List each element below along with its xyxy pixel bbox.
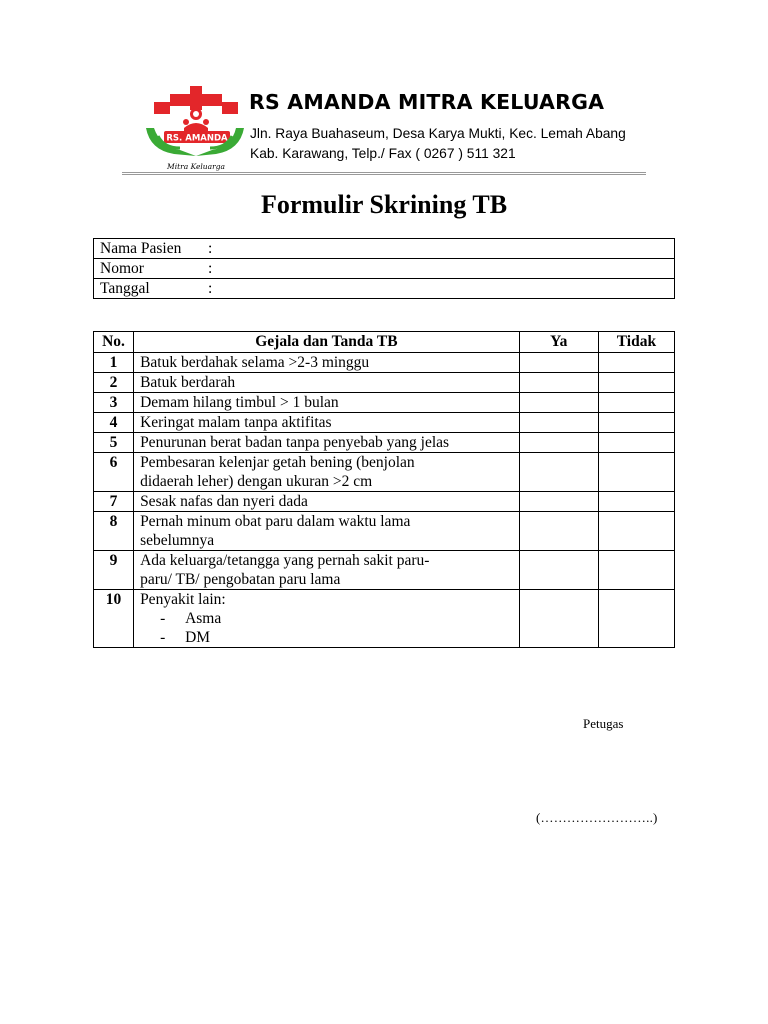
date-separator: : xyxy=(208,279,213,297)
no-checkbox-cell[interactable] xyxy=(598,433,674,453)
symptom-text-line2: paru/ TB/ pengobatan paru lama xyxy=(140,571,341,588)
no-checkbox-cell[interactable] xyxy=(598,512,674,551)
symptom-text-line2: didaerah leher) dengan ukuran >2 cm xyxy=(140,473,373,490)
no-checkbox-cell[interactable] xyxy=(598,492,674,512)
yes-checkbox-cell[interactable] xyxy=(519,453,598,492)
yes-checkbox-cell[interactable] xyxy=(519,492,598,512)
symptom-text-line1: Penyakit lain: xyxy=(140,591,226,608)
symptom-text xyxy=(134,512,520,551)
row-number: 7 xyxy=(94,492,134,512)
table-row xyxy=(94,551,675,590)
header-yes: Ya xyxy=(519,332,598,353)
no-checkbox-cell[interactable] xyxy=(598,413,674,433)
no-checkbox-cell[interactable] xyxy=(598,373,674,393)
hospital-name: RS AMANDA MITRA KELUARGA xyxy=(249,90,605,114)
letterhead xyxy=(122,84,646,176)
row-number: 10 xyxy=(94,590,134,648)
patient-name-field[interactable] xyxy=(94,239,675,259)
symptom-text: Keringat malam tanpa aktifitas xyxy=(134,413,520,433)
yes-checkbox-cell[interactable] xyxy=(519,590,598,648)
yes-checkbox-cell[interactable] xyxy=(519,512,598,551)
hospital-address-line1: Jln. Raya Buahaseum, Desa Karya Mukti, Kec. Lemah Abang xyxy=(250,126,626,141)
patient-name-separator: : xyxy=(208,239,213,257)
yes-checkbox-cell[interactable] xyxy=(519,393,598,413)
table-row xyxy=(94,492,675,512)
row-number: 6 xyxy=(94,453,134,492)
table-row xyxy=(94,512,675,551)
table-row xyxy=(94,353,675,373)
symptom-text-line2: sebelumnya xyxy=(140,532,215,549)
no-checkbox-cell[interactable] xyxy=(598,551,674,590)
symptom-text-line1: Ada keluarga/tetangga yang pernah sakit paru- xyxy=(140,552,430,569)
header-no-answer: Tidak xyxy=(598,332,674,353)
header-no: No. xyxy=(94,332,134,353)
patient-name-label: Nama Pasien xyxy=(100,239,182,257)
subitem-asma xyxy=(140,609,519,628)
symptom-table xyxy=(93,331,675,648)
yes-checkbox-cell[interactable] xyxy=(519,413,598,433)
row-number: 1 xyxy=(94,353,134,373)
yes-checkbox-cell[interactable] xyxy=(519,353,598,373)
table-row xyxy=(94,453,675,492)
row-number: 5 xyxy=(94,433,134,453)
table-row xyxy=(94,393,675,413)
header-symptom: Gejala dan Tanda TB xyxy=(134,332,520,353)
no-checkbox-cell[interactable] xyxy=(598,453,674,492)
symptom-text: Batuk berdarah xyxy=(134,373,520,393)
hospital-address-line2: Kab. Karawang, Telp./ Fax ( 0267 ) 511 321 xyxy=(250,146,516,161)
symptom-text: Batuk berdahak selama >2-3 minggu xyxy=(134,353,520,373)
officer-label: Petugas xyxy=(583,716,624,731)
row-number: 8 xyxy=(94,512,134,551)
date-field[interactable] xyxy=(94,279,675,299)
patient-number-row xyxy=(94,259,675,279)
date-label: Tanggal xyxy=(100,279,150,297)
no-checkbox-cell[interactable] xyxy=(598,353,674,373)
no-checkbox-cell[interactable] xyxy=(598,590,674,648)
symptom-text xyxy=(134,590,520,648)
subitem-dm xyxy=(140,628,519,647)
logo-text: RS. AMANDA xyxy=(166,133,228,144)
row-number: 3 xyxy=(94,393,134,413)
patient-name-row xyxy=(94,239,675,259)
yes-checkbox-cell[interactable] xyxy=(519,551,598,590)
form-title: Formulir Skrining TB xyxy=(260,190,508,219)
officer-signature-line[interactable]: (……………………..) xyxy=(536,810,658,825)
date-row xyxy=(94,279,675,299)
patient-number-field[interactable] xyxy=(94,259,675,279)
hospital-logo-icon xyxy=(140,84,250,176)
row-number: 4 xyxy=(94,413,134,433)
logo-subtext: Mitra Keluarga xyxy=(167,162,225,171)
row-number: 9 xyxy=(94,551,134,590)
patient-number-label: Nomor xyxy=(100,259,144,277)
subitem-dash: - xyxy=(160,629,166,646)
no-checkbox-cell[interactable] xyxy=(598,393,674,413)
symptom-text-line1: Pernah minum obat paru dalam waktu lama xyxy=(140,513,411,530)
subitem-dash: - xyxy=(160,610,166,627)
hospital-logo xyxy=(140,84,250,176)
table-header-row xyxy=(94,332,675,353)
subitem-label: Asma xyxy=(185,610,222,627)
table-row xyxy=(94,433,675,453)
patient-number-separator: : xyxy=(208,259,213,277)
table-row xyxy=(94,590,675,648)
symptom-text xyxy=(134,551,520,590)
symptom-text: Demam hilang timbul > 1 bulan xyxy=(134,393,520,413)
letterhead-divider xyxy=(122,172,646,175)
table-row xyxy=(94,373,675,393)
symptom-text-line1: Pembesaran kelenjar getah bening (benjolan xyxy=(140,454,415,471)
patient-info-table xyxy=(93,238,675,299)
yes-checkbox-cell[interactable] xyxy=(519,373,598,393)
symptom-text: Penurunan berat badan tanpa penyebab yang jelas xyxy=(134,433,520,453)
symptom-text xyxy=(134,453,520,492)
row-number: 2 xyxy=(94,373,134,393)
table-row xyxy=(94,413,675,433)
yes-checkbox-cell[interactable] xyxy=(519,433,598,453)
symptom-text: Sesak nafas dan nyeri dada xyxy=(134,492,520,512)
subitem-label: DM xyxy=(185,629,211,646)
